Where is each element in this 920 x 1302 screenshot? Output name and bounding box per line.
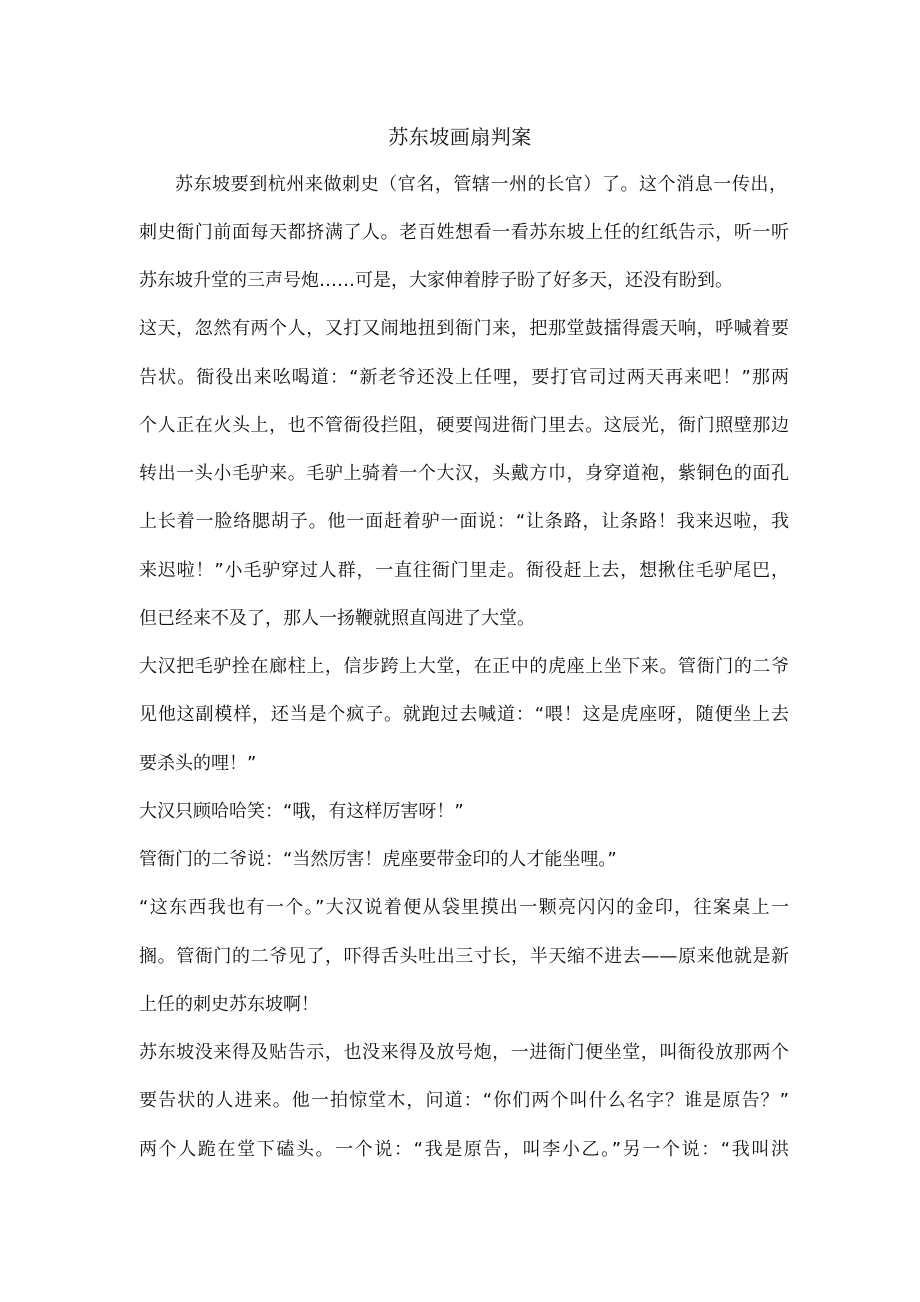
text-line: 两个人跪在堂下磕头。一个说：“我是原告，叫李小乙。”另一个说：“我叫洪 <box>139 1139 789 1160</box>
text-line: 大汉只顾哈哈笑：“哦，有这样厉害呀！” <box>139 801 464 822</box>
text-line: 上任的刺史苏东坡啊！ <box>139 994 319 1015</box>
text-line: 这天，忽然有两个人，又打又闹地扭到衙门来，把那堂鼓擂得震天响，呼喊着要 <box>139 318 789 339</box>
text-line: 上长着一脸络腮胡子。他一面赶着驴一面说：“让条路，让条路！我来迟啦，我 <box>139 511 789 532</box>
text-line: 苏东坡升堂的三声号炮……可是，大家伸着脖子盼了好多天，还没有盼到。 <box>139 270 733 291</box>
text-line: 但已经来不及了，那人一扬鞭就照直闯进了大堂。 <box>139 608 535 629</box>
text-line: “这东西我也有一个。”大汉说着便从袋里摸出一颗亮闪闪的金印，往案桌上一 <box>139 897 789 918</box>
text-line: 告状。衙役出来吆喝道：“新老爷还没上任哩，要打官司过两天再来吧！”那两 <box>139 367 789 388</box>
text-line: 管衙门的二爷说：“当然厉害！虎座要带金印的人才能坐哩。” <box>139 849 617 870</box>
text-line: 要告状的人进来。他一拍惊堂木，问道：“你们两个叫什么名字？谁是原告？” <box>139 1090 789 1111</box>
text-line: 转出一头小毛驴来。毛驴上骑着一个大汉，头戴方巾，身穿道袍，紫铜色的面孔 <box>139 463 789 484</box>
text-line: 苏东坡要到杭州来做刺史（官名，管辖一州的长官）了。这个消息一传出， <box>175 174 787 195</box>
text-line: 搁。管衙门的二爷见了，吓得舌头吐出三寸长，半天缩不进去——原来他就是新 <box>139 946 789 967</box>
text-line: 见他这副模样，还当是个疯子。就跑过去喊道：“喂！这是虎座呀，随便坐上去 <box>139 704 789 725</box>
text-line: 个人正在火头上，也不管衙役拦阻，硬要闯进衙门里去。这辰光，衙门照壁那边 <box>139 415 789 436</box>
text-line: 要杀头的哩！” <box>139 753 257 774</box>
text-line: 苏东坡没来得及贴告示，也没来得及放号炮，一进衙门便坐堂，叫衙役放那两个 <box>139 1042 789 1063</box>
text-line: 大汉把毛驴拴在廊柱上，信步跨上大堂，在正中的虎座上坐下来。管衙门的二爷 <box>139 656 789 677</box>
text-line: 刺史衙门前面每天都挤满了人。老百姓想看一看苏东坡上任的红纸告示，听一听 <box>139 222 789 243</box>
document-title: 苏东坡画扇判案 <box>388 125 532 149</box>
text-line: 来迟啦！”小毛驴穿过人群，一直往衙门里走。衙役赶上去，想揪住毛驴尾巴， <box>139 560 789 581</box>
